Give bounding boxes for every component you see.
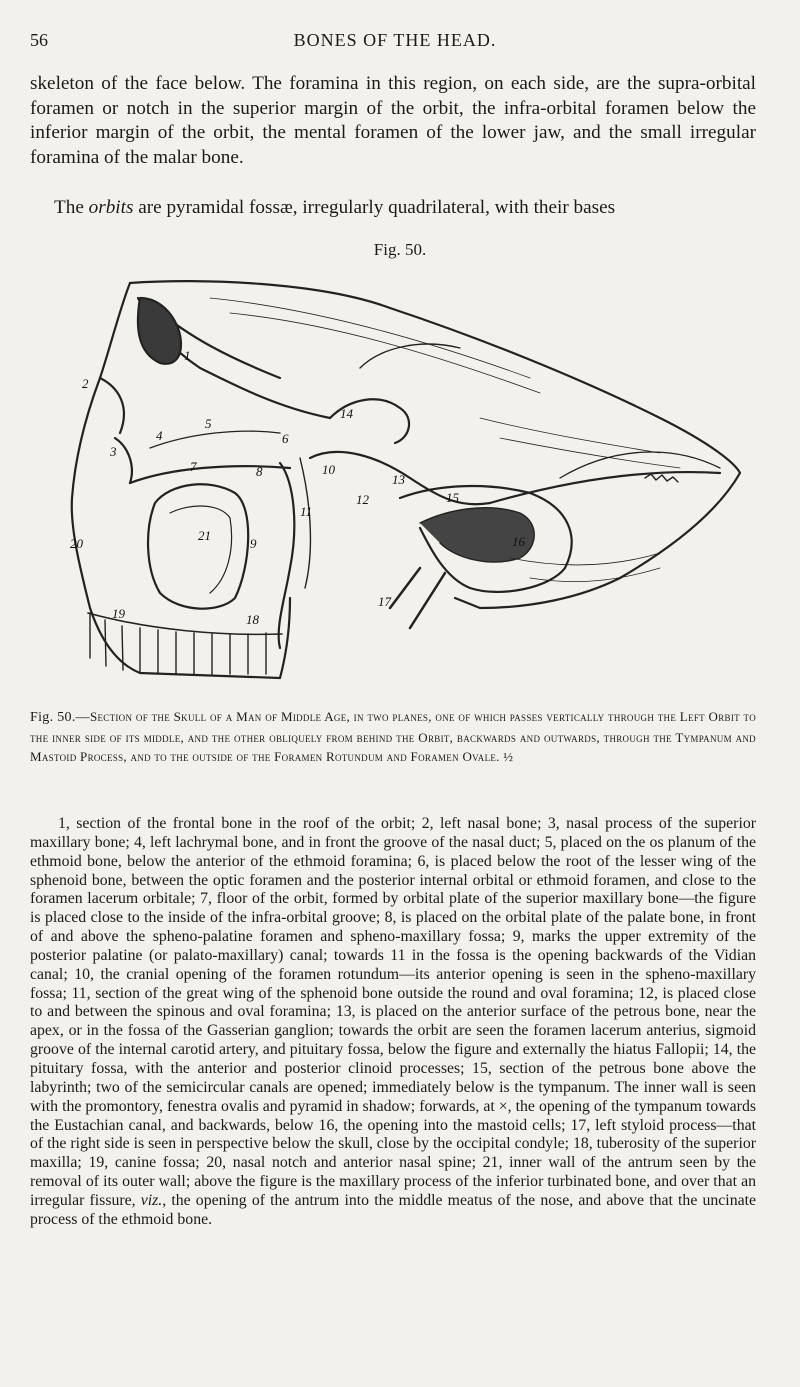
figure-number-10: 10	[322, 462, 335, 477]
figure-number-13: 13	[392, 472, 405, 487]
page-header	[30, 30, 760, 58]
figure-number-12: 12	[356, 492, 369, 507]
figure-number-18: 18	[246, 612, 259, 627]
caption-text: Section of the Skull of a Man of Middle Age, in two planes, one of which passes vertically through the Left Orbit to the inner side of its middle, and the other obliquely from behind the Orbit, backwards and outwards, through the Tympanum and Mastoid Process, and to the outside of the Foramen Rotundum and Foramen Ovale. ½	[30, 709, 756, 764]
figure-caption	[30, 707, 756, 767]
figure-number-21: 21	[198, 528, 211, 543]
figure-number-17: 17	[378, 594, 391, 609]
paragraph-2-start: The	[54, 197, 89, 218]
paragraph-2-em: orbits	[88, 197, 134, 218]
skull-section-illustration	[60, 268, 750, 686]
figure-number-2: 2	[82, 376, 89, 391]
figure-number-16: 16	[512, 534, 525, 549]
skull-engraving	[60, 268, 750, 686]
figure-number-15: 15	[446, 490, 459, 505]
figure-number-9: 9	[250, 536, 257, 551]
antrum-outline	[148, 484, 248, 608]
legend-part-1: 1, section of the frontal bone in the roof of the orbit; 2, left nasal bone; 3, nasal process of the superior maxillary bone; 4, left lachrymal bone, and in front the groove of the nasal duct; 5, placed on the os planum of the ethmoid bone, below the anterior of the ethmoid foramina; 6, is placed below the root of the lesser wing of the sphenoid bone, between the optic foramen and the posterior internal orbital or ethmoid foramen, and close to the foramen lacerum orbitale; 7, floor of the orbit, formed by orbital plate of the superior maxillary bone—the figure is placed close to the inside of the infra-orbital groove; 8, is placed on the orbital plate of the palate bone, in front of and above the spheno-palatine foramen and spheno-maxillary fossa; 9, marks the upper extremity of the posterior palatine (or palato-maxillary) canal; towards 11 in the fossa is the opening backwards of the Vidian canal; 10, the cranial opening of the foramen rotundum—its anterior opening is seen in the spheno-maxillary fossa; 11, section of the great wing of the sphenoid bone outside the round and oval foramina; 12, is placed close to and between the spinous and oval foramina; 13, is placed on the anterior surface of the petrous bone, near the apex, or in the fossa of the Gasserian ganglion; towards the orbit are seen the foramen lacerum anterius, sigmoid groove of the internal carotid artery, and pituitary fossa, below the figure and externally the hiatus Fallopii; 14, the pituitary fossa, with the anterior and posterior clinoid processes; 15, section of the petrous bone above the labyrinth; two of the semicircular canals are opened; immediately below is the tympanum. The inner wall is seen with the promontory, fenestra ovalis and pyramid in shadow; forwards, at ×, the opening of the tympanum towards the Eustachian canal, and backwards, below 16, the opening into the mastoid cells; 17, left styloid process—that of the right side is seen in perspective below the skull, close by the occipital condyle; 18, tuberosity of the superior maxilla; 19, canine fossa; 20, nasal notch and anterior nasal spine; 21, inner wall of the antrum seen by the removal of its outer wall; above the figure is the maxillary process of the inferior turbinated bone, and over that an irregular fissure,	[30, 815, 756, 1209]
figure-number-4: 4	[156, 428, 163, 443]
page-number: 56	[30, 30, 48, 50]
figure-legend	[30, 815, 756, 1230]
legend-part-2: , the opening of the antrum into the middle meatus of the nose, and above that the uncinate process of the ethmoid bone.	[30, 1191, 757, 1228]
body-paragraph-1: skeleton of the face below. The foramina in this region, on each side, are the supra-orbital foramen or notch in the superior margin of the orbit, the infra-orbital foramen below the inferior margin of the orbit, the mental foramen of the lower jaw, and the small irregular foramina of the malar bone.	[30, 73, 756, 168]
paragraph-2-rest: are pyramidal fossæ, irregularly quadrilateral, with their bases	[133, 197, 616, 218]
body-paragraph-2	[30, 196, 756, 221]
figure-label: Fig. 50.	[373, 240, 427, 259]
figure-number-20: 20	[70, 536, 83, 551]
skull-outline	[130, 281, 740, 608]
figure-number-14: 14	[340, 406, 353, 421]
figure-number-3: 3	[110, 444, 117, 459]
teeth	[90, 613, 266, 674]
caption-lead: Fig. 50.—	[30, 710, 90, 725]
figure-number-11: 11	[300, 504, 313, 519]
legend-viz: viz.	[140, 1191, 163, 1209]
figure-number-7: 7	[190, 459, 197, 474]
running-head: BONES OF THE HEAD.	[293, 30, 497, 50]
figure-number-19: 19	[112, 606, 125, 621]
figure-number-1: 1	[184, 348, 191, 363]
figure-number-8: 8	[256, 464, 263, 479]
figure-number-6: 6	[282, 431, 289, 446]
figure-number-5: 5	[205, 416, 212, 431]
